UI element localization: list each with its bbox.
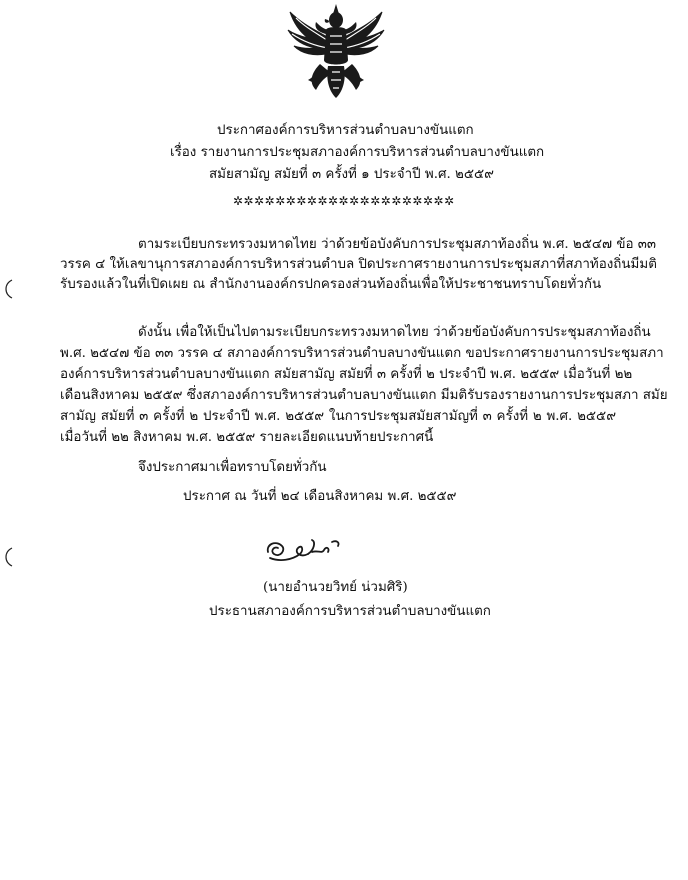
para1-line3: รับรองแล้วในที่เปิดเผย ณ สำนักงานองค์กรปกครองส่วนท้องถิ่นเพื่อให้ประชาชนทราบโดยทั่วกัน [60,277,602,292]
para2-line4: เดือนสิงหาคม ๒๕๕๙ ซึ่งสภาองค์การบริหารส่วนตำบลบางขันแตก มีมติรับรองรายงานการประชุมสภา สมัย [60,388,668,403]
announcement-date: ประกาศ ณ วันที่ ๒๔ เดือนสิงหาคม พ.ศ. ๒๕๕๙ [183,489,457,504]
para2-line6: เมื่อวันที่ ๒๒ สิงหาคม พ.ศ. ๒๕๕๙ รายละเอียดแนบท้ายประกาศนี้ [60,430,434,445]
garuda-emblem-icon [282,2,390,102]
signer-name: (นายอำนวยวิทย์ น่วมศิริ) [263,580,408,595]
notice-title: ประกาศองค์การบริหารส่วนตำบลบางขันแตก [217,123,474,138]
para1-line2: วรรค ๔ ให้เลขานุการสภาองค์การบริหารส่วนตำบล ปิดประกาศรายงานการประชุมสภาที่สภาท้องถิ่นมีมติ [60,257,657,272]
para2-line3: องค์การบริหารส่วนตำบลบางขันแตก สมัยสามัญ สมัยที่ ๓ ครั้งที่ ๒ ประจำปี พ.ศ. ๒๕๕๙ เมื่อวันที่ ๒๒ [60,367,633,382]
handwritten-signature-icon [262,532,348,568]
punch-hole-mark-top [0,278,14,300]
para2-line5: สามัญ สมัยที่ ๓ ครั้งที่ ๒ ประจำปี พ.ศ. ๒๕๕๙ ในการประชุมสมัยสามัญที่ ๓ ครั้งที่ ๒ พ.ศ. ๒๕๕๙ [60,409,616,424]
para1-line1: ตามระเบียบกระทรวงมหาดไทย ว่าด้วยข้อบังคับการประชุมสภาท้องถิ่น พ.ศ. ๒๕๔๗ ข้อ ๓๓ [138,237,657,252]
para2-line2: พ.ศ. ๒๕๔๗ ข้อ ๓๓ วรรค ๔ สภาองค์การบริหารส่วนตำบลบางขันแตก ขอประกาศรายงานการประชุมสภา [60,346,664,361]
star-divider: ✲✲✲✲✲✲✲✲✲✲✲✲✲✲✲✲✲✲✲✲✲ [233,194,455,208]
closing-text: จึงประกาศมาเพื่อทราบโดยทั่วกัน [138,460,327,475]
para2-line1: ดังนั้น เพื่อให้เป็นไปตามระเบียบกระทรวงมหาดไทย ว่าด้วยข้อบังคับการประชุมสภาท้องถิ่น [138,325,651,340]
punch-hole-mark-bottom [0,546,14,568]
signer-position: ประธานสภาองค์การบริหารส่วนตำบลบางขันแตก [209,604,491,619]
meeting-session: สมัยสามัญ สมัยที่ ๓ ครั้งที่ ๑ ประจำปี พ.ศ. ๒๕๕๙ [209,167,494,182]
notice-subject: เรื่อง รายงานการประชุมสภาองค์การบริหารส่วนตำบลบางขันแตก [170,145,545,160]
